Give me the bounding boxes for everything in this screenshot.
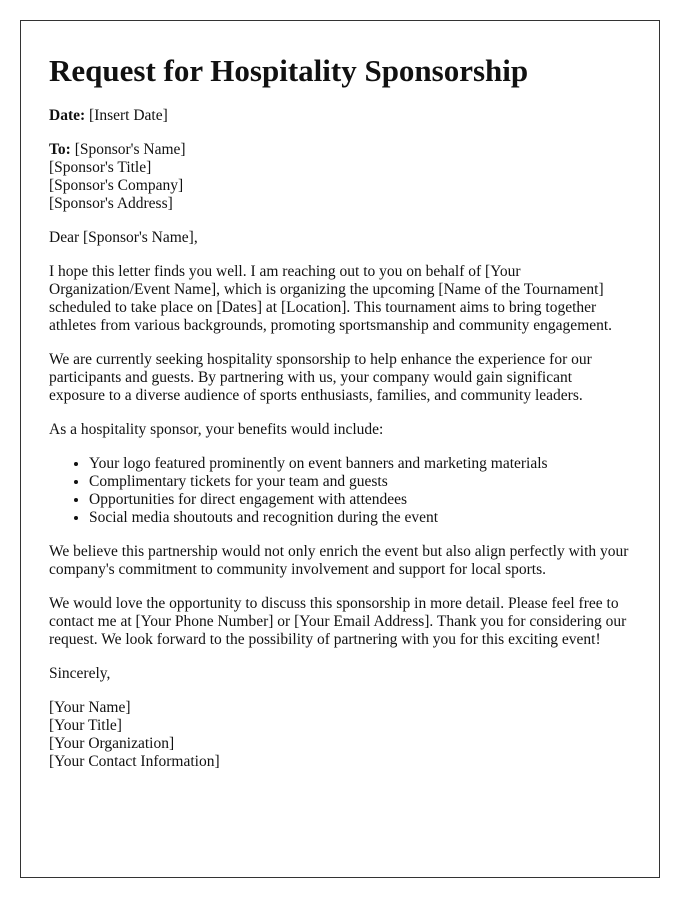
recipient-name-line (49, 141, 631, 159)
signoff: Sincerely, (49, 665, 111, 682)
recipient-address: [Sponsor's Address] (49, 195, 173, 212)
recipient-title: [Sponsor's Title] (49, 159, 152, 176)
body-paragraph: I hope this letter finds you well. I am reaching out to you on behalf of [Your Organization/Event Name], which is organizing the upcoming [Name of the Tournament] scheduled to take place on [Dates] at [Location]. This tournament aims to bring together athletes from various backgrounds, promoting sportsmanship and community engagement. (49, 263, 613, 334)
closing-paragraph: We believe this partnership would not only enrich the event but also align perfectly with your company's commitment to community involvement and support for local sports. (49, 543, 629, 578)
sender-title: [Your Title] (49, 717, 122, 734)
benefit-item: • Your logo featured prominently on event banners and marketing materials (89, 455, 631, 473)
benefit-item: • Complimentary tickets for your team and guests (89, 473, 631, 491)
recipient-company: [Sponsor's Company] (49, 177, 184, 194)
recipient-block (49, 141, 631, 213)
benefit-item: • Social media shoutouts and recognition during the event (89, 509, 631, 527)
sender-contact: [Your Contact Information] (49, 753, 220, 770)
greeting: Dear [Sponsor's Name], (49, 229, 198, 246)
body-paragraph: We are currently seeking hospitality sponsorship to help enhance the experience for our participants and guests. By partnering with us, your company would gain significant exposure to a diverse audience of sports enthusiasts, families, and community leaders. (49, 351, 592, 404)
benefits-list (49, 455, 631, 527)
benefit-item: • Opportunities for direct engagement with attendees (89, 491, 631, 509)
letter-page (20, 20, 660, 878)
date-label: Date: (49, 107, 86, 124)
date-line (49, 107, 631, 125)
recipient-name: [Sponsor's Name] (74, 141, 186, 158)
body-paragraph: As a hospitality sponsor, your benefits would include: (49, 421, 384, 438)
sender-block (49, 699, 631, 771)
sender-organization: [Your Organization] (49, 735, 175, 752)
sender-name: [Your Name] (49, 699, 131, 716)
date-value: [Insert Date] (89, 107, 168, 124)
closing-paragraph: We would love the opportunity to discuss this sponsorship in more detail. Please feel free to contact me at [Your Phone Number] or [Your Email Address]. Thank you for considering our request. We look forward to the possibility of partnering with you for this exciting event! (49, 595, 627, 648)
recipient-label: To: (49, 141, 71, 158)
letter-title: Request for Hospitality Sponsorship (49, 53, 529, 88)
